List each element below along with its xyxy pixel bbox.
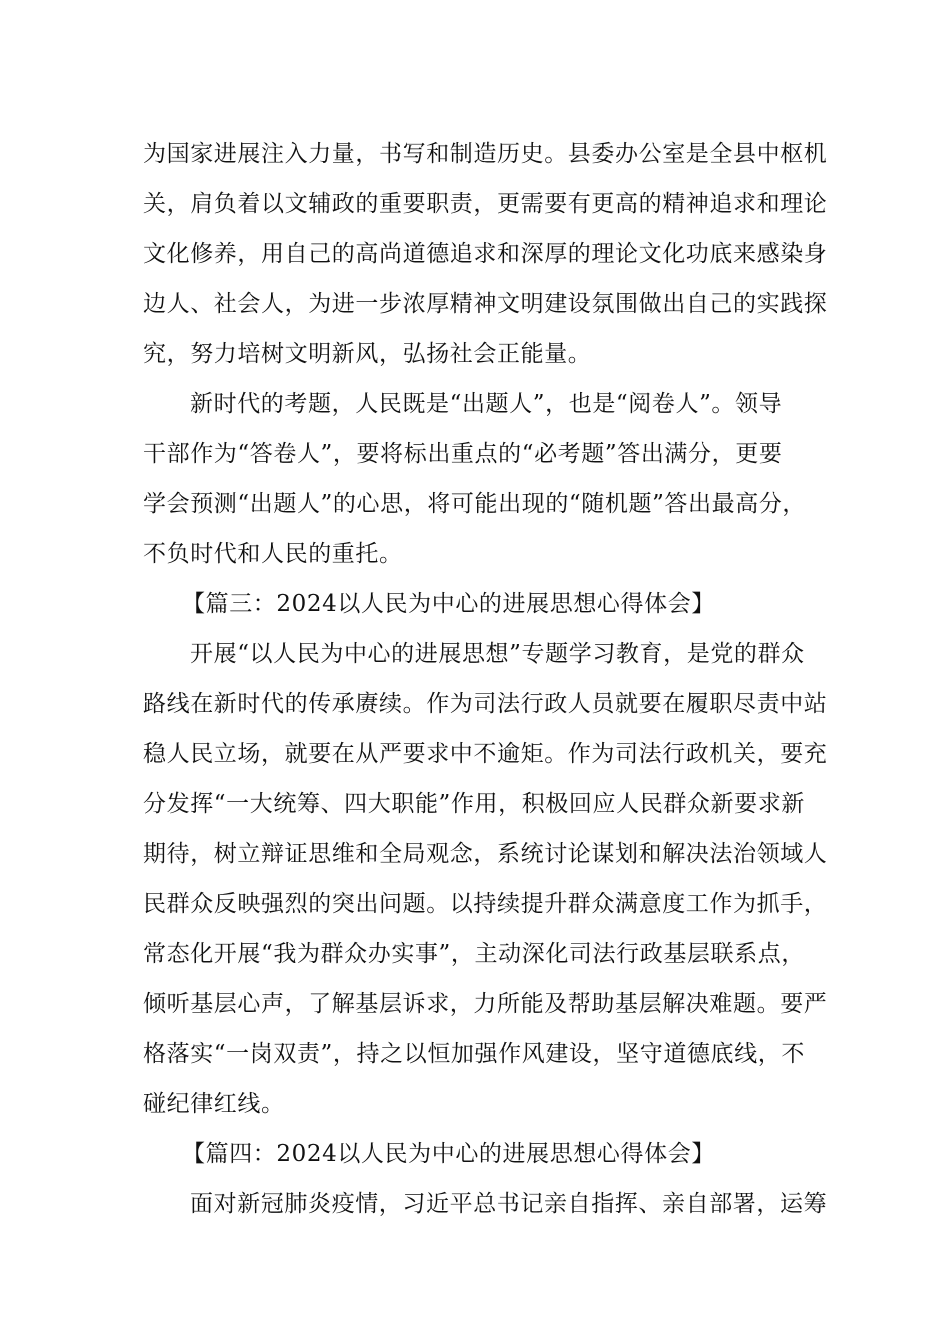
paragraph-3-line-6: 民群众反映强烈的突出问题。以持续提升群众满意度工作为抓手， bbox=[143, 891, 828, 917]
paragraph-1-line-5: 究，努力培树文明新风，弘扬社会正能量。 bbox=[143, 341, 592, 367]
paragraph-2-line-3: 学会预测“出题人”的心思，将可能出现的“随机题”答出最高分， bbox=[143, 491, 807, 517]
paragraph-3-line-3: 稳人民立场，就要在从严要求中不逾矩。作为司法行政机关，要充 bbox=[143, 741, 828, 767]
paragraph-1-line-4: 边人、社会人，为进一步浓厚精神文明建设氛围做出自己的实践探 bbox=[143, 291, 828, 317]
section-heading-4: 【篇四：2024以人民为中心的进展思想心得体会】 bbox=[182, 1141, 715, 1167]
paragraph-3-line-4: 分发挥“一大统筹、四大职能”作用，积极回应人民群众新要求新 bbox=[143, 791, 805, 817]
paragraph-1-line-3: 文化修养，用自己的高尚道德追求和深厚的理论文化功底来感染身 bbox=[143, 241, 828, 267]
paragraph-2-line-4: 不负时代和人民的重托。 bbox=[143, 541, 403, 567]
paragraph-2-line-1: 新时代的考题，人民既是“出题人”，也是“阅卷人”。领导 bbox=[190, 391, 783, 417]
paragraph-1-line-1: 为国家进展注入力量，书写和制造历史。县委办公室是全县中枢机 bbox=[143, 141, 828, 167]
paragraph-4-line-1: 面对新冠肺炎疫情，习近平总书记亲自指挥、亲自部署，运筹 bbox=[190, 1191, 828, 1217]
paragraph-1-line-2: 关，肩负着以文辅政的重要职责，更需要有更高的精神追求和理论 bbox=[143, 191, 828, 217]
paragraph-3-line-5: 期待，树立辩证思维和全局观念，系统讨论谋划和解决法治领域人 bbox=[143, 841, 828, 867]
paragraph-3-line-1: 开展“以人民为中心的进展思想”专题学习教育，是党的群众 bbox=[190, 641, 805, 667]
section-heading-3: 【篇三：2024以人民为中心的进展思想心得体会】 bbox=[182, 591, 715, 617]
paragraph-3-line-2: 路线在新时代的传承赓续。作为司法行政人员就要在履职尽责中站 bbox=[143, 691, 828, 717]
paragraph-2-line-2: 干部作为“答卷人”，要将标出重点的“必考题”答出满分，更要 bbox=[143, 441, 783, 467]
paragraph-3-line-9: 格落实“一岗双责”，持之以恒加强作风建设，坚守道德底线，不 bbox=[143, 1041, 805, 1067]
paragraph-3-line-8: 倾听基层心声，了解基层诉求，力所能及帮助基层解决难题。要严 bbox=[143, 991, 828, 1017]
paragraph-3-line-10: 碰纪律红线。 bbox=[143, 1091, 285, 1117]
paragraph-3-line-7: 常态化开展“我为群众办实事”，主动深化司法行政基层联系点， bbox=[143, 941, 805, 967]
